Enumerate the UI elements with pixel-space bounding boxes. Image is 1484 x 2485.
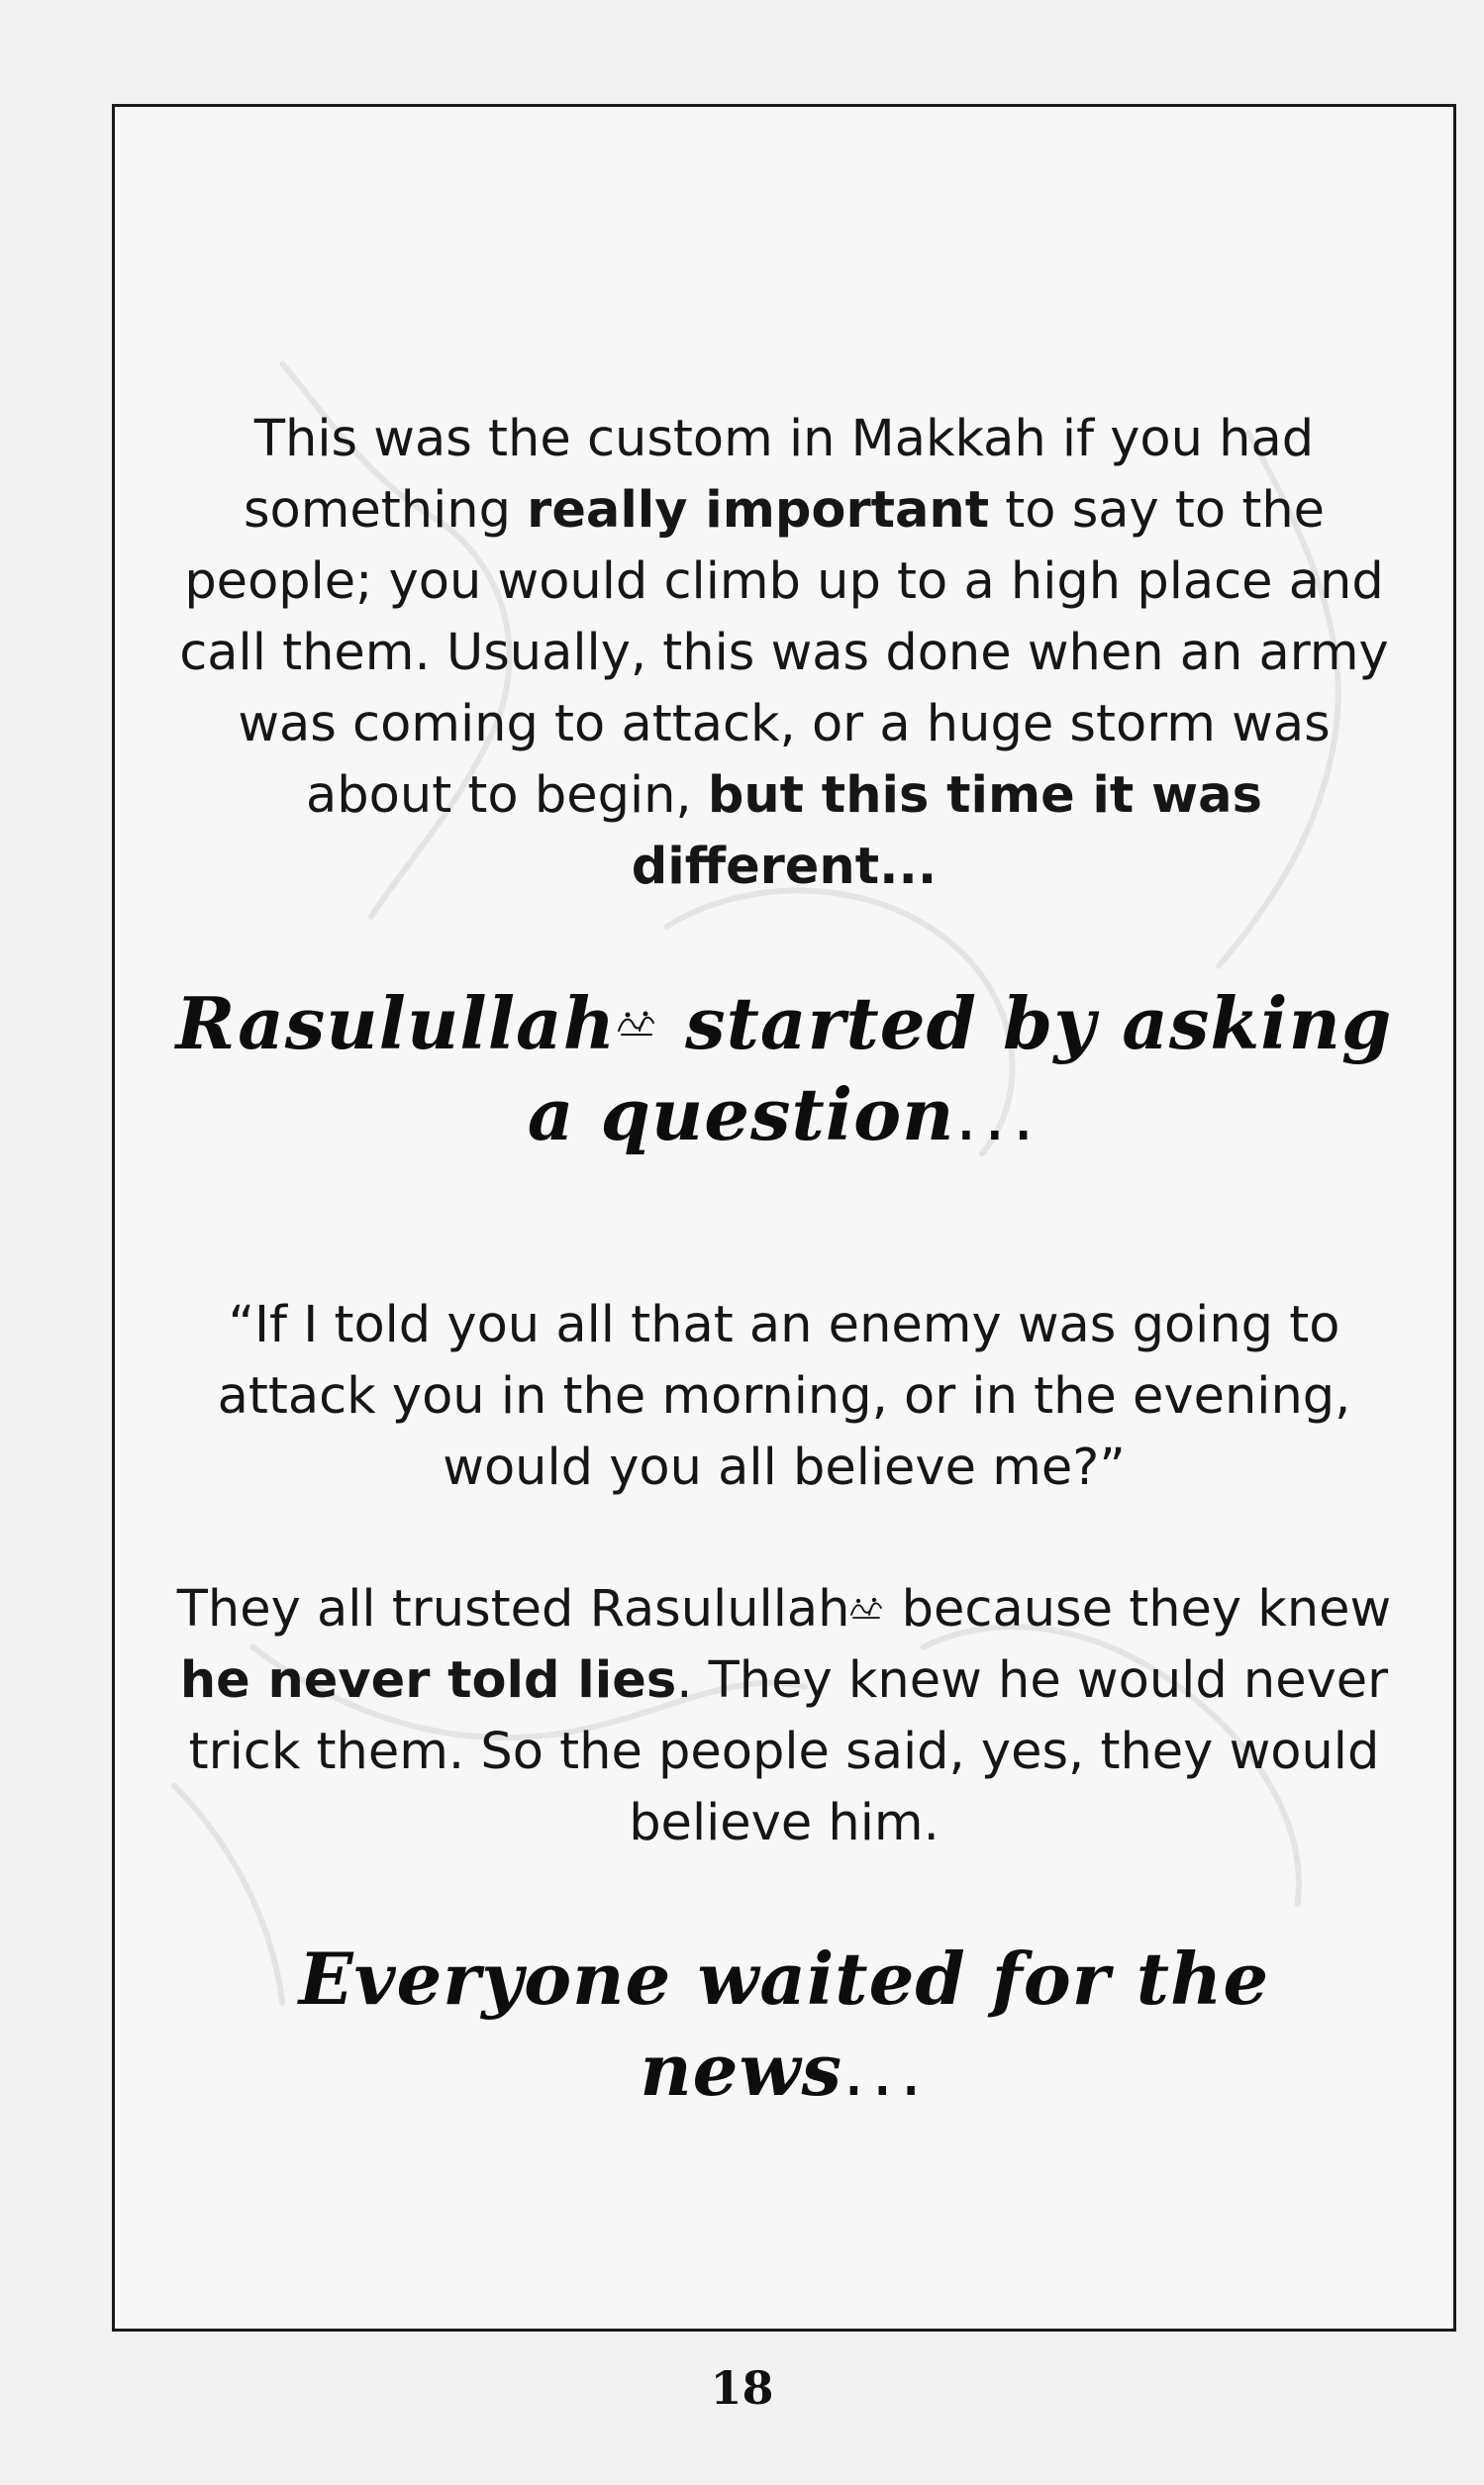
heading-everyone-waited-text: Everyone waited for the news	[298, 1937, 1270, 2112]
trust-text-part-1: They all trusted Rasulullah	[176, 1580, 850, 1639]
intro-emphasis-really-important: really important	[527, 481, 990, 540]
question-paragraph	[174, 1290, 1394, 1504]
trust-text-part-3: . They knew he would never trick them. So the people said, yes, they would believe him.	[188, 1651, 1389, 1852]
intro-paragraph	[174, 404, 1394, 903]
trust-paragraph	[174, 1574, 1394, 1859]
salutation-calligraphy-icon	[849, 1598, 883, 1620]
question-quote: “If I told you all that an enemy was going to attack you in the morning, or in the evening, would you all believe me?”	[217, 1296, 1351, 1497]
trust-text-part-2: because they knew	[885, 1580, 1392, 1639]
heading-ellipsis: ...	[954, 1073, 1041, 1156]
intro-emphasis-different: but this time it was different...	[631, 766, 1262, 896]
salutation-calligraphy-icon	[616, 1011, 657, 1037]
page-frame	[112, 104, 1456, 2332]
intro-text-part-2: to say to the people; you would climb up to a high place and call them. Usually, this was done when an army was coming to attack, or a huge storm was about to begin,	[179, 481, 1389, 825]
page-number: 18	[710, 2361, 774, 2415]
trust-emphasis-never-told-lies: he never told lies	[179, 1651, 677, 1710]
intro-text-part-1: This was the custom in Makkah if you had something	[243, 410, 1315, 540]
heading-rasulullah: Rasulullah	[175, 981, 617, 1065]
heading-ellipsis: ...	[842, 2029, 929, 2112]
heading-started-by-asking	[154, 978, 1414, 1160]
heading-started-by-text: started by asking a question	[527, 981, 1393, 1156]
heading-everyone-waited	[154, 1934, 1414, 2116]
